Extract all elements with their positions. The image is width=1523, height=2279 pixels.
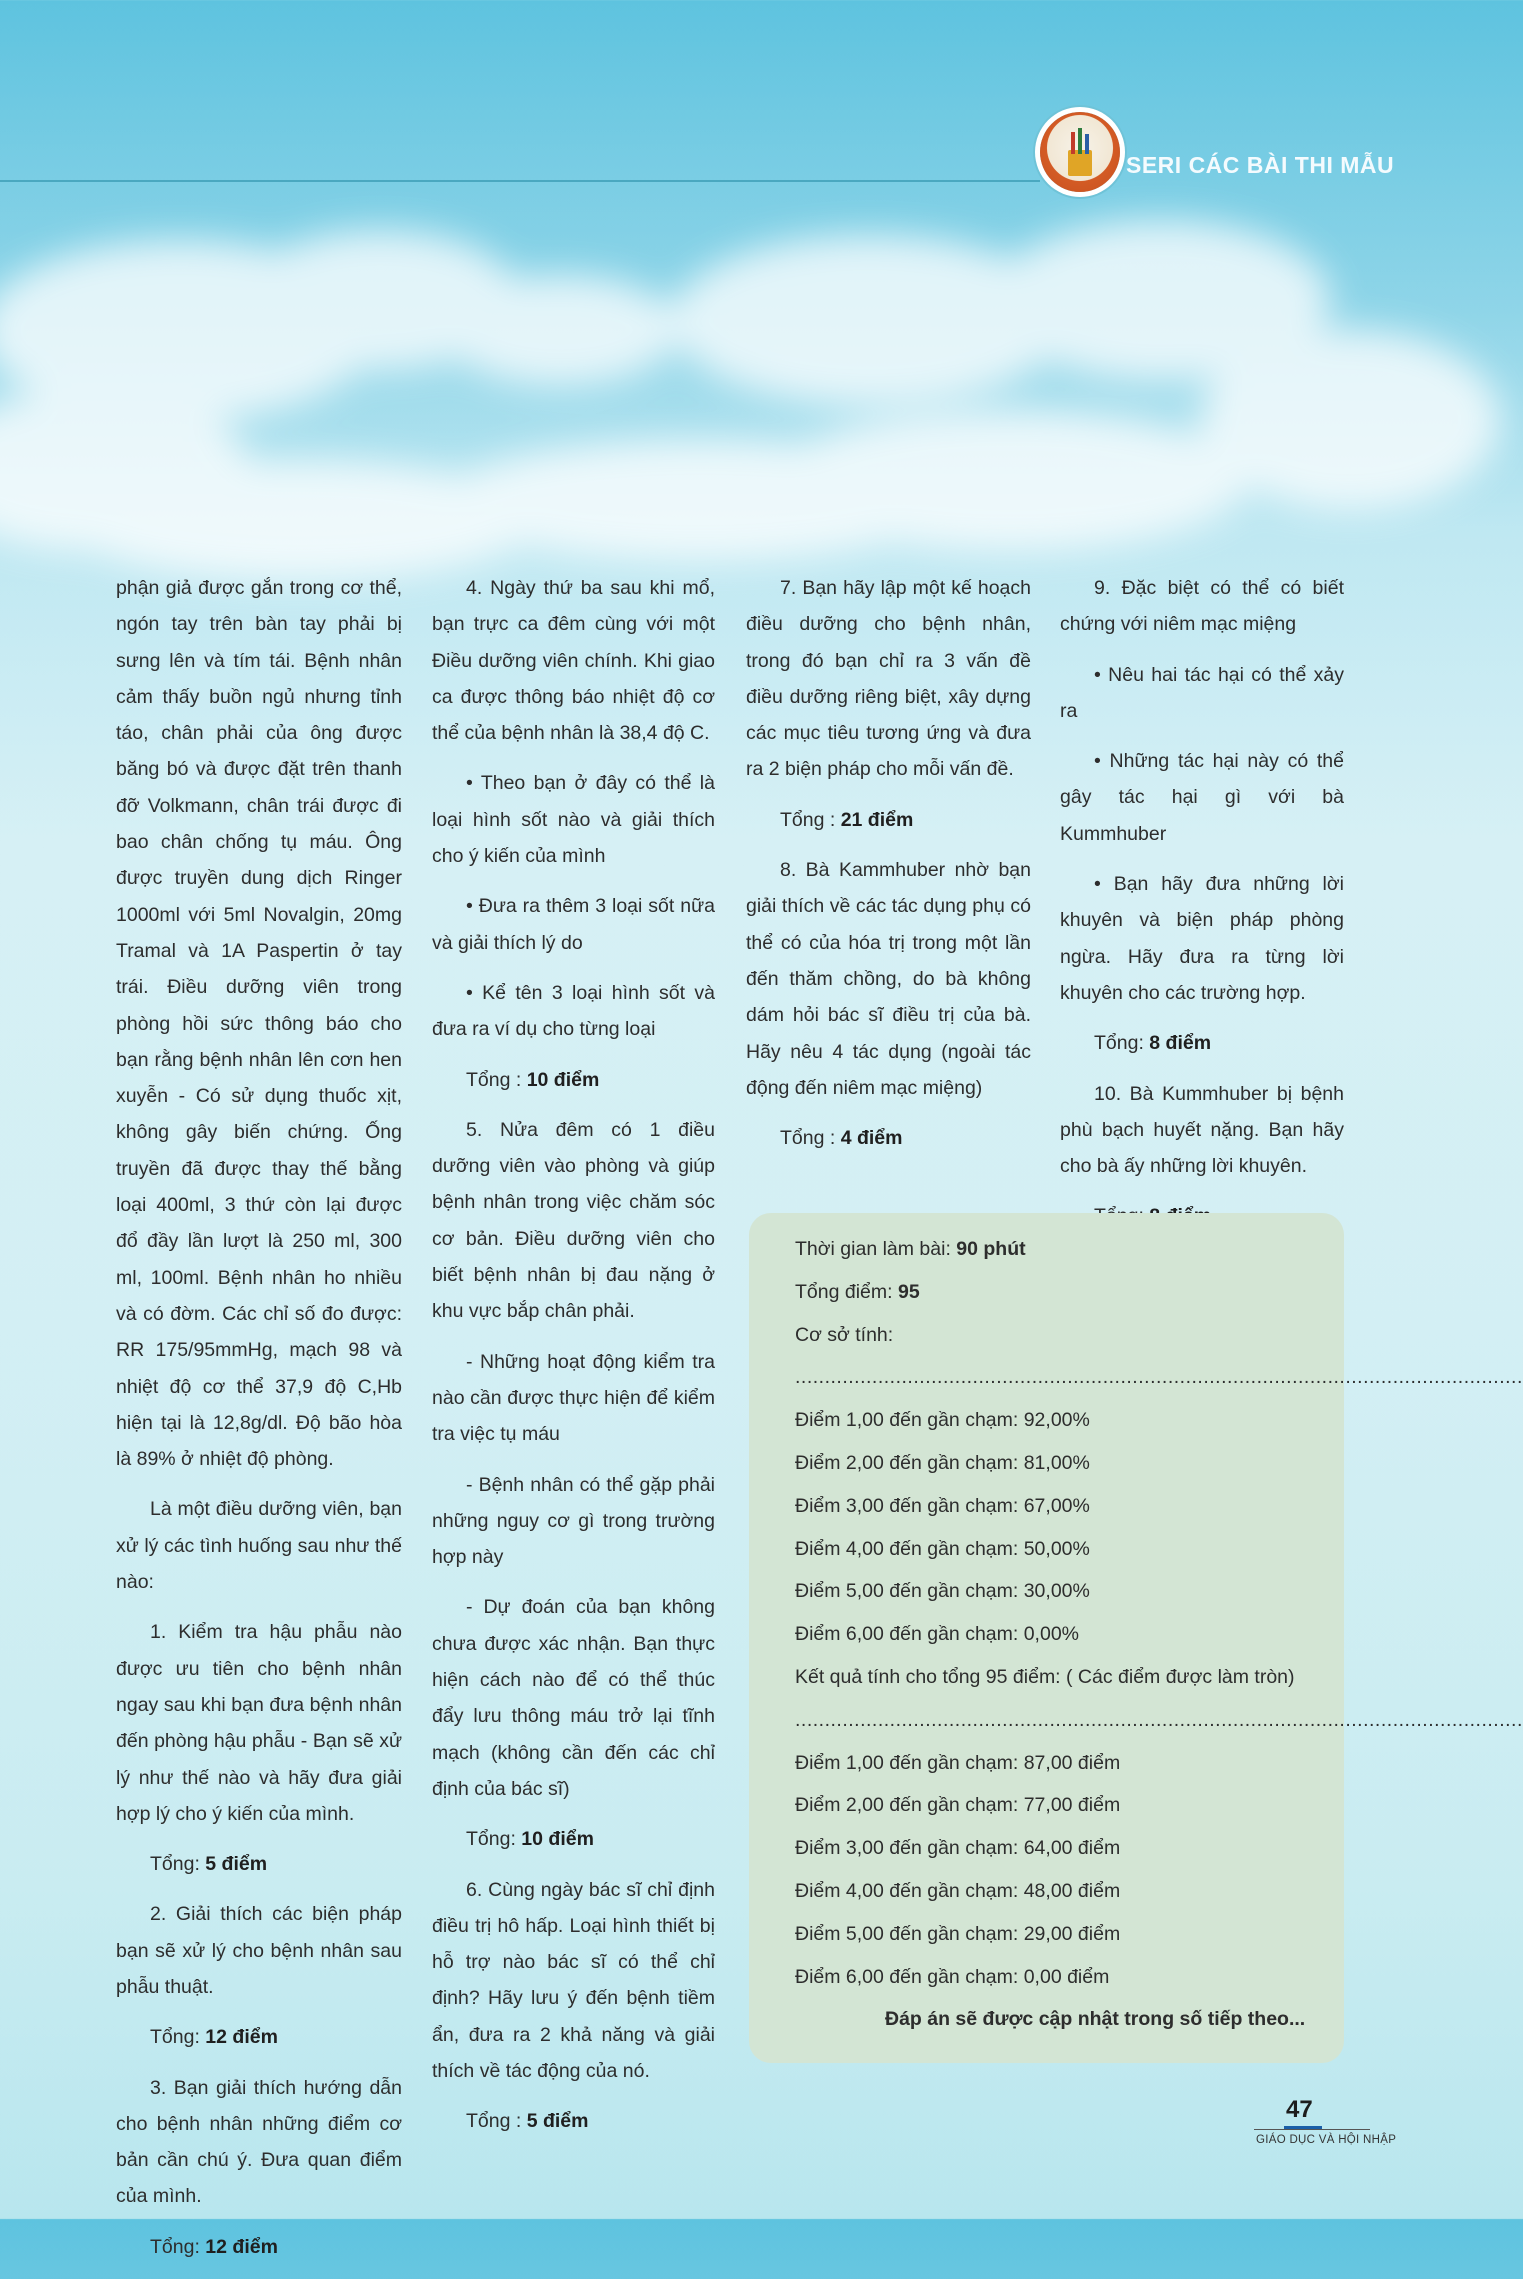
- question-4-bullet-b: • Đưa ra thêm 3 loại sốt nữa và giải thích lý do: [432, 895, 715, 954]
- article-column-3: [746, 570, 1031, 1170]
- question-9-bullet-a: • Nêu hai tác hại có thể xảy ra: [1060, 663, 1344, 722]
- question-4-bullet-a: • Theo bạn ở đây có thể là loại hình sốt nào và giải thích cho ý kiến của mình: [432, 772, 715, 868]
- total-score: Tổng điểm: 95: [795, 1280, 920, 1303]
- sky-cloud-background: [0, 0, 1475, 640]
- question-9-bullet-b: • Những tác hại này có thể gây tác hại gì với bà Kummhuber: [1060, 750, 1344, 845]
- magazine-name: GIÁO DỤC VÀ HỘI NHẬP: [1256, 2134, 1397, 2146]
- total-9: Tổng: 8 điểm: [1094, 1032, 1212, 1055]
- percent-row: Điểm 3,00 đến gần chạm: 67,00%: [795, 1494, 1090, 1517]
- basis-label: Cơ sở tính:: [795, 1323, 894, 1346]
- closing-note: Đáp án sẽ được cập nhật trong số tiếp theo...: [885, 2008, 1306, 2031]
- result-label: Kết quả tính cho tổng 95 điểm: ( Các điểm được làm tròn): [795, 1665, 1295, 1688]
- question-9-bullet-c: • Bạn hãy đưa những lời khuyên và biện pháp phòng ngừa. Hãy đưa ra từng lời khuyên cho các trường hợp.: [1060, 873, 1344, 1004]
- task-intro: Là một điều dưỡng viên, bạn xử lý các tình huống sau như thế nào:: [116, 1498, 402, 1594]
- question-8: 8. Bà Kammhuber nhờ bạn giải thích về các tác dụng phụ có thể có của hóa trị trong một lần đến thăm chồng, do bà không dám hỏi bác sĩ điều trị của bà. Hãy nêu 4 tác dụng (ngoài tác động đến niêm mạc miệng): [746, 859, 1031, 1099]
- series-title: SERI CÁC BÀI THI MẪU: [1126, 152, 1395, 178]
- question-1: 1. Kiểm tra hậu phẫu nào được ưu tiên cho bệnh nhân ngay sau khi bạn đưa bệnh nhân đến phòng hậu phẫu - Bạn sẽ xử lý như thế nào và hãy đưa giải hợp lý cho ý kiến của mình.: [116, 1621, 402, 1825]
- score-row: Điểm 1,00 đến gần chạm: 87,00 điểm: [795, 1751, 1121, 1774]
- score-row: Điểm 2,00 đến gần chạm: 77,00 điểm: [795, 1794, 1121, 1817]
- total-1: Tổng: 5 điểm: [150, 1853, 268, 1876]
- score-row: Điểm 5,00 đến gần chạm: 29,00 điểm: [795, 1922, 1121, 1945]
- total-3: Tổng: 12 điểm: [150, 2235, 278, 2258]
- question-7: 7. Bạn hãy lập một kế hoạch điều dưỡng cho bệnh nhân, trong đó bạn chỉ ra 3 vấn đề điều dưỡng riêng biệt, xây dựng các mục tiêu tương ứng và đưa ra 2 biện pháp cho mỗi vấn đề.: [746, 577, 1031, 781]
- exam-time: Thời gian làm bài: 90 phút: [795, 1238, 1026, 1260]
- question-5: 5. Nửa đêm có 1 điều dưỡng viên vào phòng và giúp bệnh nhân trong việc chăm sóc cơ bản. Điều dưỡng viên cho biết bệnh nhân bị đau nặng ở khu vực bắp chân phải.: [432, 1118, 715, 1323]
- question-4-bullet-c: • Kể tên 3 loại hình sốt và đưa ra ví dụ cho từng loại: [432, 981, 715, 1041]
- question-6: 6. Cùng ngày bác sĩ chỉ định điều trị hô hấp. Loại hình thiết bị hỗ trợ nào bác sĩ có thể chỉ định? Hãy lưu ý đến bệnh tiềm ẩn, đưa ra 2 khả năng và giải thích về tác động của nó.: [432, 1878, 715, 2082]
- question-4: 4. Ngày thứ ba sau khi mổ, bạn trực ca đêm cùng với một Điều dưỡng viên chính. Khi giao ca được thông báo nhiệt độ cơ thể của bệnh nhân là 38,4 độ C.: [432, 577, 715, 745]
- score-row: Điểm 4,00 đến gần chạm: 48,00 điểm: [795, 1879, 1121, 1902]
- scoring-info-box: [749, 1213, 1523, 2063]
- total-5: Tổng: 10 điểm: [466, 1828, 594, 1851]
- question-3: 3. Bạn giải thích hướng dẫn cho bệnh nhân những điểm cơ bản cần chú ý. Đưa quan điểm của mình.: [116, 2076, 402, 2208]
- percent-row: Điểm 5,00 đến gần chạm: 30,00%: [795, 1580, 1090, 1603]
- question-5-bullet-c: - Dự đoán của bạn không chưa được xác nhận. Bạn thực hiện cách nào để có thể thúc đẩy lưu thông máu trở lại tĩnh mạch (không cần đến các chỉ định của bác sĩ): [432, 1596, 715, 1800]
- question-9: 9. Đặc biệt có thể có biết chứng với niêm mạc miệng: [1060, 577, 1344, 636]
- header-rule: [0, 180, 1040, 182]
- percent-row: Điểm 4,00 đến gần chạm: 50,00%: [795, 1537, 1090, 1560]
- total-2: Tổng: 12 điểm: [150, 2026, 278, 2049]
- total-6: Tổng : 5 điểm: [466, 2110, 589, 2133]
- percent-row: Điểm 2,00 đến gần chạm: 81,00%: [795, 1451, 1090, 1474]
- question-2: 2. Giải thích các biện pháp bạn sẽ xử lý cho bệnh nhân sau phẫu thuật.: [116, 1903, 402, 1998]
- case-description: phận giả được gắn trong cơ thể, ngón tay trên bàn tay phải bị sưng lên và tím tái. Bệnh nhân cảm thấy buồn ngủ nhưng tỉnh táo, chân phải của ông được băng bó và được đặt trên thanh đỡ Volkmann, chân trái được đi bao chân chống tụ máu. Ông được truyền dung dịch Ringer 1000ml với 5ml Novalgin, 20mg Tramal và 1A Paspertin ở tay trái. Điều dưỡng viên trong phòng hồi sức thông báo cho bạn rằng bệnh nhân lên cơn hen xuyễn - Có sử dụng thuốc xịt, không gây biến chứng. Ống truyền đã được thay thế bằng loại 400ml, 3 thứ còn lại được đổ đầy lần lượt là 250 ml, 300 ml, 100ml. Bệnh nhân ho nhiều và có đờm. Các chỉ số đo được: RR 175/95mmHg, mạch 98 và nhiệt độ cơ thể 37,9 độ C,Hb hiện tại là 12,8g/dl. Độ bão hòa là 89% ở nhiệt độ phòng.: [116, 577, 402, 1471]
- article-column-1: [116, 570, 402, 2279]
- score-row: Điểm 6,00 đến gần chạm: 0,00 điểm: [795, 1965, 1110, 1988]
- article-column-4: [1060, 570, 1344, 1249]
- question-10: 10. Bà Kummhuber bị bệnh phù bạch huyết nặng. Bạn hãy cho bà ấy những lời khuyên.: [1060, 1082, 1344, 1178]
- total-4: Tổng : 10 điểm: [466, 1068, 600, 1091]
- page-number: 47: [1286, 2096, 1313, 2123]
- dotted-separator: ...........................................................................................................................: [795, 1366, 1523, 1389]
- dotted-separator: ...........................................................................................................................: [795, 1708, 1523, 1731]
- question-5-bullet-a: - Những hoạt động kiểm tra nào cần được thực hiện để kiểm tra việc tụ máu: [432, 1350, 715, 1446]
- question-5-bullet-b: - Bệnh nhân có thể gặp phải những nguy cơ gì trong trường hợp này: [432, 1473, 715, 1569]
- total-8: Tổng : 4 điểm: [780, 1127, 903, 1150]
- percent-row: Điểm 6,00 đến gần chạm: 0,00%: [795, 1623, 1080, 1646]
- footer-rule: [1254, 2129, 1370, 2130]
- score-row: Điểm 3,00 đến gần chạm: 64,00 điểm: [795, 1837, 1121, 1860]
- percent-row: Điểm 1,00 đến gần chạm: 92,00%: [795, 1409, 1090, 1432]
- article-column-2: [432, 570, 715, 2154]
- total-7: Tổng : 21 điểm: [780, 808, 914, 831]
- pencil-cup-logo-icon: [1040, 112, 1120, 192]
